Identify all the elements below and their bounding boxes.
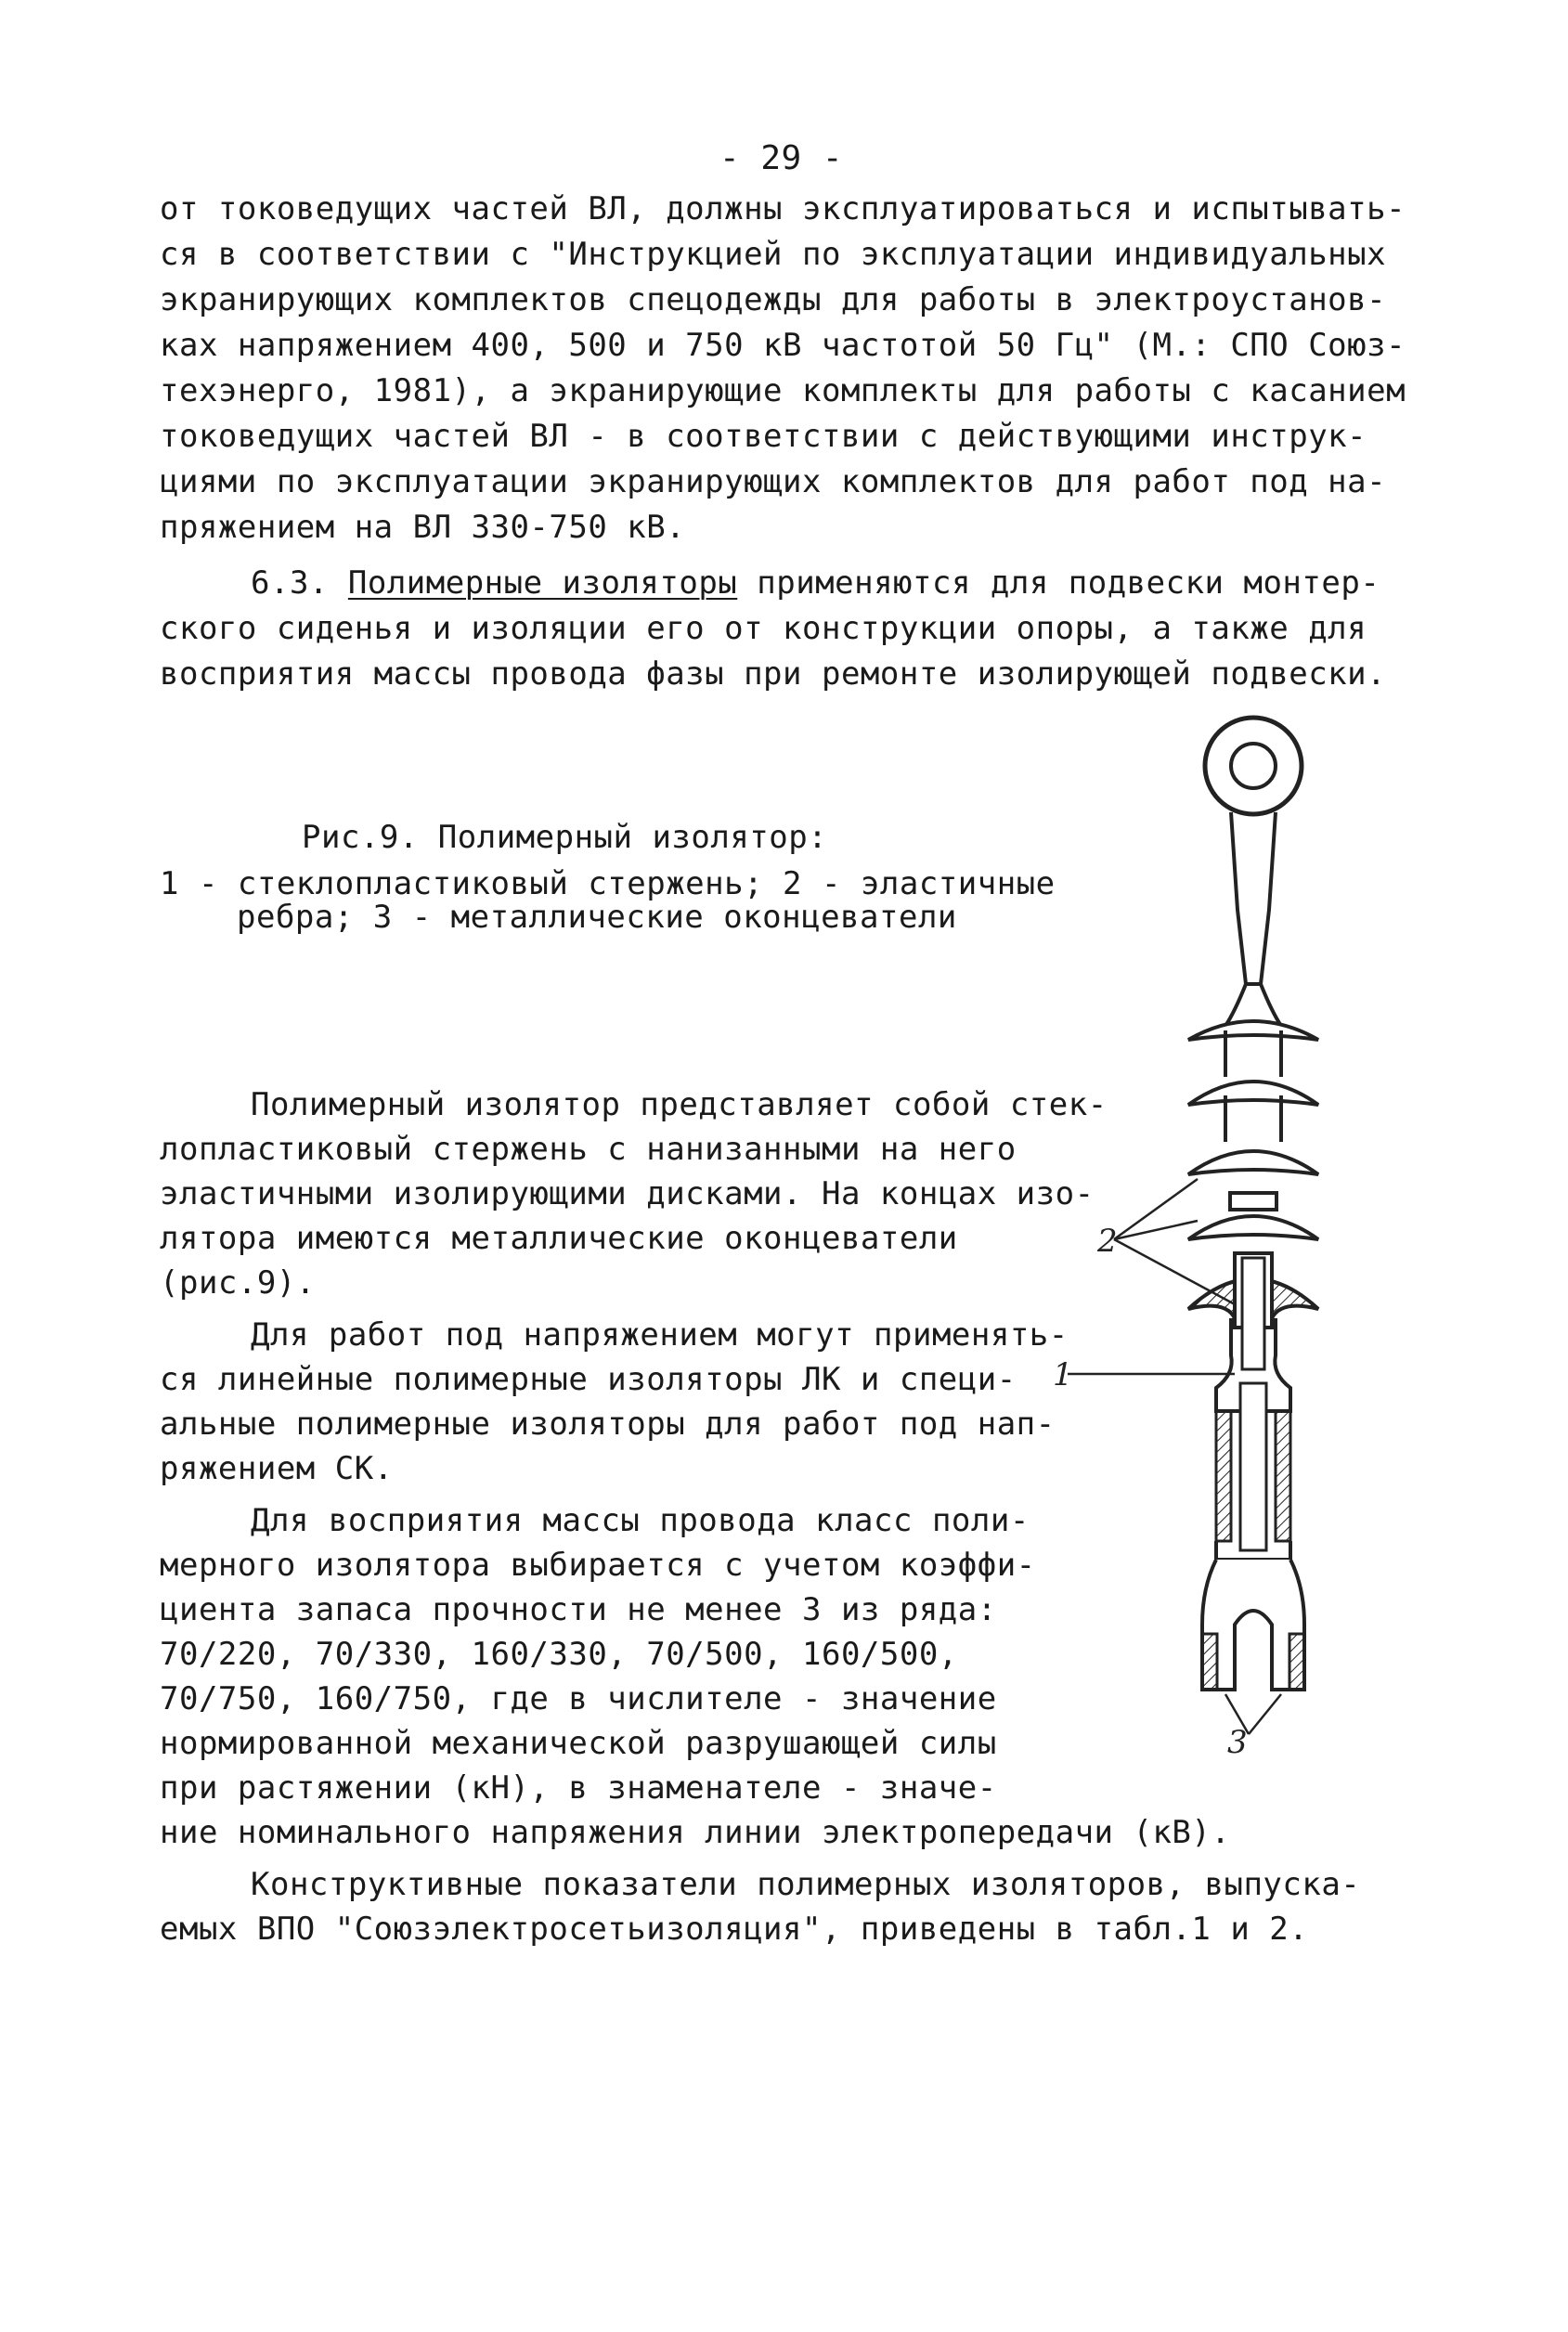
text-line: пряжением на ВЛ 330-750 кВ. bbox=[160, 509, 686, 546]
text-line: восприятия массы провода фазы при ремонте изолирующей подвески. bbox=[160, 655, 1387, 693]
text-line: (рис.9). bbox=[160, 1264, 316, 1302]
text-line: нормированной механической разрушающей силы bbox=[160, 1725, 997, 1762]
text-line: Для восприятия массы провода класс поли- bbox=[251, 1502, 1030, 1539]
elastic-ribs bbox=[1188, 1021, 1318, 1239]
text-line: ние номинального напряжения линии электропередачи (кВ). bbox=[160, 1814, 1231, 1851]
text-line: циента запаса прочности не менее 3 из ряда: bbox=[160, 1591, 997, 1628]
text-line: 70/750, 160/750, где в числителе - значение bbox=[160, 1680, 997, 1717]
text-line: мерного изолятора выбирается с учетом коэффи- bbox=[160, 1547, 1036, 1584]
text-line: ского сиденья и изоляции его от конструкции опоры, а также для bbox=[160, 610, 1367, 647]
text-line bbox=[251, 564, 1380, 602]
text-line: от токоведущих частей ВЛ, должны эксплуатироваться и испытывать- bbox=[160, 190, 1406, 227]
text-line: циями по эксплуатации экранирующих комплектов для работ под на- bbox=[160, 463, 1387, 500]
text-line: экранирующих комплектов спецодежды для работы в электроустанов- bbox=[160, 281, 1387, 318]
text-line: ряжением СК. bbox=[160, 1450, 394, 1487]
text-line: 70/220, 70/330, 160/330, 70/500, 160/500, bbox=[160, 1636, 958, 1673]
text-line: лопластиковый стержень с нанизанными на него bbox=[160, 1131, 1017, 1168]
label-1: 1 bbox=[1053, 1356, 1073, 1393]
underlined-term: Полимерные изоляторы bbox=[347, 564, 738, 602]
label-3: 3 bbox=[1227, 1724, 1248, 1755]
text-line: техэнерго, 1981), а экранирующие комплекты для работы с касанием bbox=[160, 372, 1406, 409]
text-line: ся линейные полимерные изоляторы ЛК и специ- bbox=[160, 1361, 1017, 1398]
text-line: лятора имеются металлические оконцеватели bbox=[160, 1220, 958, 1257]
text-line: Полимерный изолятор представляет собой стек- bbox=[251, 1086, 1108, 1123]
text-fragment: применяются для подвески монтер- bbox=[737, 564, 1380, 602]
caption-title: Рис.9. Полимерный изолятор: bbox=[302, 819, 828, 856]
label-2: 2 bbox=[1097, 1223, 1118, 1260]
text-line: Конструктивные показатели полимерных изоляторов, выпуска- bbox=[251, 1866, 1361, 1903]
caption-line: ребра; 3 - металлические оконцеватели bbox=[237, 899, 957, 936]
text-line: при растяжении (кН), в знаменателе - значе- bbox=[160, 1769, 997, 1807]
text-line: эластичными изолирующими дисками. На концах изо- bbox=[160, 1175, 1095, 1212]
text-line: альные полимерные изоляторы для работ под нап- bbox=[160, 1406, 1056, 1443]
text-line: ках напряжением 400, 500 и 750 кВ частотой 50 Гц" (М.: СПО Союз- bbox=[160, 327, 1406, 364]
insulator-figure bbox=[1049, 706, 1328, 1755]
section-number: 6.3. bbox=[251, 564, 329, 602]
rod-section bbox=[1188, 1253, 1318, 1560]
caption-line: 1 - стеклопластиковый стержень; 2 - эластичные bbox=[160, 865, 1056, 902]
text-line: токоведущих частей ВЛ - в соответствии с действующими инструк- bbox=[160, 418, 1367, 455]
text-line: ся в соответствии с "Инструкцией по эксплуатации индивидуальных bbox=[160, 236, 1387, 273]
bottom-clevis-fitting bbox=[1202, 1560, 1304, 1690]
text-line: емых ВПО "Союзэлектросетьизоляция", приведены в табл.1 и 2. bbox=[160, 1911, 1309, 1948]
text-line: Для работ под напряжением могут применять- bbox=[251, 1316, 1069, 1354]
top-eye-fitting bbox=[1205, 718, 1302, 1026]
page-number: - 29 - bbox=[719, 139, 844, 177]
